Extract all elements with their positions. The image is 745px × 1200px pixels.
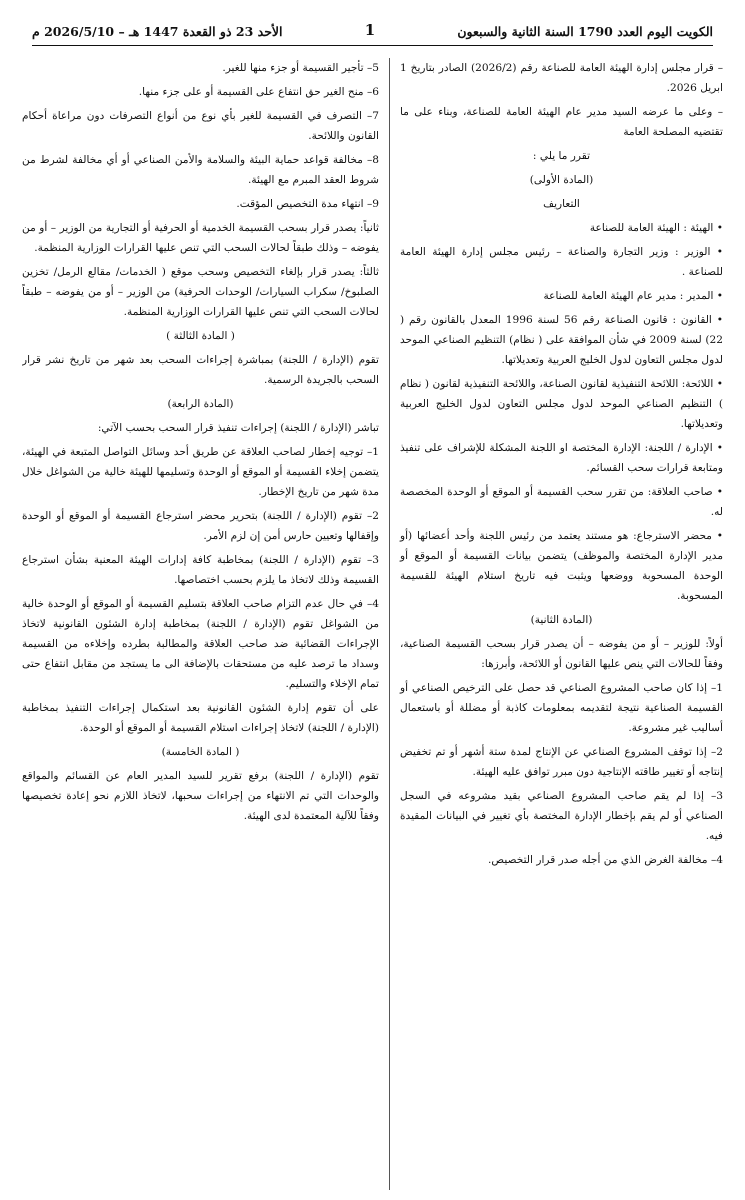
definition-item: • اللائحة: اللائحة التنفيذية لقانون الصناعة، واللائحة التنفيذية لقانون ( نظام ) التنظيم الصناعي الموحد لدول مجلس التعاون لدول الخليج العربية وتعديلاتها. <box>400 378 723 430</box>
list-item: 1– إذا كان صاحب المشروع الصناعي قد حصل على الترخيص الصناعي أو القسيمة الصناعية نتيجة لتقديمه بمعلومات كاذبة أو مضللة أو باستعمال أساليب غير مشروعة. <box>400 682 723 734</box>
paragraph: – قرار مجلس إدارة الهيئة العامة للصناعة رقم (2026/2) الصادر بتاريخ 1 ابريل 2026. <box>400 62 723 94</box>
paragraph: – وعلى ما عرضه السيد مدير عام الهيئة العامة للصناعة، وبناء على ما تقتضيه المصلحة العامة <box>400 106 723 138</box>
definition-item: • المدير : مدير عام الهيئة العامة للصناعة <box>543 290 723 302</box>
paragraph: تقوم (الإدارة / اللجنة) بمباشرة إجراءات السحب بعد شهر من تاريخ نشر قرار السحب بالجريدة الرسمية. <box>22 354 379 386</box>
list-item: 8– مخالفة قواعد حماية البيئة والسلامة والأمن الصناعي أو أي مخالفة لشرط من شروط العقد المبرم مع الهيئة. <box>22 154 379 186</box>
paragraph: ثانياً: يصدر قرار بسحب القسيمة الخدمية أو الحرفية أو التجارية من الوزير – أو من يفوضه – وذلك طبقاً لحالات السحب التي تنص عليها القرارات الوزارية المنظمة. <box>22 222 379 254</box>
paragraph: على أن تقوم إدارة الشئون القانونية بعد استكمال إجراءات التنفيذ بمخاطبة (الإدارة / اللجنة) لاتخاذ إجراءات استلام القسيمة أو الموقع أو الوحدة. <box>22 702 379 734</box>
list-item: 7– التصرف في القسيمة للغير بأي نوع من أنواع التصرفات دون مراعاة أحكام القانون واللائحة. <box>22 110 379 142</box>
paragraph: تقوم (الإدارة / اللجنة) برفع تقرير للسيد المدير العام عن القسائم والمواقع والوحدات التي تم الانتهاء من إجراءات سحبها، لاتخاذ اللازم نحو إعادة تخصيصها وفقاً للآلية المعتمدة لدى الهيئة. <box>22 770 379 822</box>
list-item: 1– توجيه إخطار لصاحب العلاقة عن طريق أحد وسائل التواصل المتبعة في الهيئة، يتضمن إخلاء القسيمة أو الموقع أو الوحدة وتسليمها للهيئة خالية من الشواغل خلال مدة شهر من تاريخ الإخطار. <box>22 446 379 498</box>
definition-item: • القانون : قانون الصناعة رقم 56 لسنة 1996 المعدل بالقانون رقم ( 22) لسنة 2009 في شأن الموافقة على ( نظام) التنظيم الصناعي الموحد لدول مجلس التعاون لدول الخليج العربية وتعديلاتها. <box>400 314 723 366</box>
list-item: 3– تقوم (الإدارة / اللجنة) بمخاطبة كافة إدارات الهيئة المعنية بشأن استرجاع القسيمة وذلك لاتخاذ ما يلزم بحسب اختصاصها. <box>22 554 379 586</box>
list-item: 5– تأجير القسيمة أو جزء منها للغير. <box>222 62 379 74</box>
article-heading: (المادة الأولى) <box>529 174 594 186</box>
list-item: 2– تقوم (الإدارة / اللجنة) بتحرير محضر استرجاع القسيمة أو الموقع أو الوحدة وإقفالها وتعيين حارس أمن إن لزم الأمر. <box>22 510 379 542</box>
page-header <box>32 0 713 46</box>
paragraph: ثالثاً: يصدر قرار بإلغاء التخصيص وسحب موقع ( الخدمات/ مقالع الرمل/ تخزين الصلبوخ/ سكراب السيارات/ الوحدات الحرفية) من الوزير – أو من يفوضه – طبقاً لحالات السحب التي تنص عليها القرارات الوزارية المنظمة. <box>22 266 379 318</box>
article-heading: ( المادة الخامسة) <box>161 746 240 758</box>
list-item: 2– إذا توقف المشروع الصناعي عن الإنتاج لمدة ستة أشهر أو تم تخفيض إنتاجه أو تغيير طاقته الإنتاجية دون مبرر توافق عليه الهيئة. <box>400 746 723 778</box>
section-heading: التعاريف <box>543 198 580 210</box>
heading: تقرر ما يلي : <box>532 150 591 162</box>
article-heading: (المادة الثانية) <box>530 614 593 626</box>
page-number: 1 <box>364 21 376 39</box>
definition-item: • الهيئة : الهيئة العامة للصناعة <box>589 222 723 234</box>
definition-item: • محضر الاسترجاع: هو مستند يعتمد من رئيس اللجنة وأحد أعضائها (أو مدير الإدارة المختصة والموظف) يتضمن بيانات القسيمة أو الموقع أو الوحدة المسحوبة ووضعها ويثبت فيه تاريخ استلام الهيئة للقسيمة المسحوبة. <box>400 530 723 602</box>
paragraph: أولاً: للوزير – أو من يفوضه – أن يصدر قرار بسحب القسيمة الصناعية، وفقاً للحالات التي ينص عليها القانون أو اللائحة، وأبرزها: <box>400 638 723 670</box>
article-heading: ( المادة الثالثة ) <box>166 330 235 342</box>
definition-item: • صاحب العلاقة: من تقرر سحب القسيمة أو الموقع أو الوحدة المخصصة له. <box>400 486 723 518</box>
list-item: 9– انتهاء مدة التخصيص المؤقت. <box>236 198 379 210</box>
list-item: 6– منح الغير حق انتفاع على القسيمة أو على جزء منها. <box>138 86 379 98</box>
article-heading: (المادة الرابعة) <box>167 398 234 410</box>
columns <box>22 58 723 1190</box>
right-column <box>390 58 723 1190</box>
definition-item: • الوزير : وزير التجارة والصناعة – رئيس مجلس إدارة الهيئة العامة للصناعة . <box>400 246 723 278</box>
left-column <box>22 58 390 1190</box>
list-item: 4– في حال عدم التزام صاحب العلاقة بتسليم القسيمة أو الموقع أو الوحدة خالية من الشواغل تقوم (الإدارة / اللجنة) بمخاطبة إدارة الشئون القانونية لاتخاذ الإجراءات القضائية ضد صاحب العلاقة والمطالبة بطرده وإخلاءه من القسيمة وسداد ما ترصد عليه من مستحقات بالإضافة الى ما يستجد من مقابل انتفاع حتى تمام الإخلاء والتسليم. <box>22 598 379 690</box>
list-item: 3– إذا لم يقم صاحب المشروع الصناعي بقيد مشروعه في السجل الصناعي أو لم يقم بإخطار الإدارة المختصة بأي تغيير في البيانات المقيدة فيه. <box>400 790 723 842</box>
header-publication: الكويت اليوم العدد 1790 السنة الثانية والسبعون <box>457 24 713 39</box>
list-item: 4– مخالفة الغرض الذي من أجله صدر قرار التخصيص. <box>488 854 723 866</box>
definition-item: • الإدارة / اللجنة: الإدارة المختصة او اللجنة المشكلة للإشراف على تنفيذ ومتابعة قرارات سحب القسائم. <box>400 442 723 474</box>
paragraph: تباشر (الإدارة / اللجنة) إجراءات تنفيذ قرار السحب بحسب الآتي: <box>97 422 379 434</box>
header-date: الأحد 23 ذو القعدة 1447 هـ – 2026/5/10 م <box>32 24 283 39</box>
